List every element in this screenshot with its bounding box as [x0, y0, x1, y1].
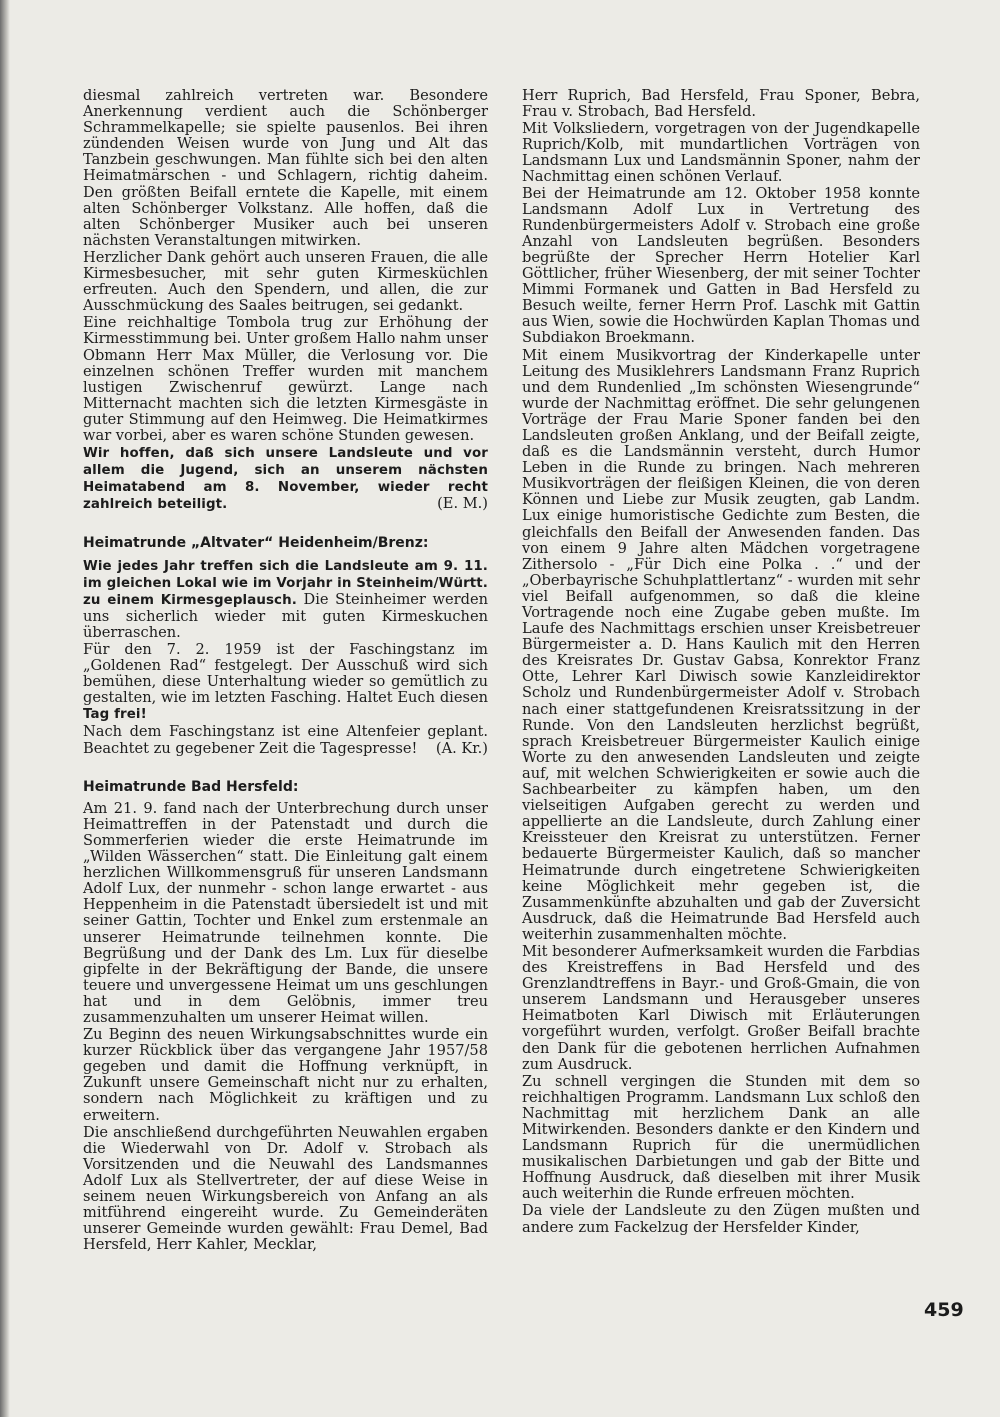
paragraph: Am 21. 9. fand nach der Unterbrechung durch unser Heimattreffen in der Patenstadt und durch die Sommerferien wieder die erste Heimatrunde im „Wilden Wässerchen“ statt. Die Einleitung galt einem herzlichen Willkommensgruß für unseren Landsmann Adolf Lux, der nunmehr - schon lange erwartet - aus Heppenheim in die Patenstadt übersiedelt ist und mit seiner Gattin, Tochter und Enkel zum erstenmale an unserer Heimatrunde teilnehmen konnte. Die Begrüßung und der Dank des Lm. Lux für dieselbe gipfelte in der Bekräftigung der Bande, die unsere teuere und unvergessene Heimat um uns geschlungen hat und in dem Gelöbnis, immer treu zusammenzuhalten um unserer Heimat willen. — [83, 799, 488, 1026]
section-heading-bad-hersfeld: Heimatrunde Bad Hersfeld: — [83, 778, 299, 795]
paragraph: Eine reichhaltige Tombola trug zur Erhöhung der Kirmesstimmung bei. Unter großem Hallo nahm unser Obmann Herr Max Müller, die Verlosung vor. Die einzelnen schönen Treffer wurden mit manchem lustigen Zwischenruf gewürzt. Lange nach Mitternacht machten sich die letzten Kirmesgäste in guter Stimmung auf den Heimweg. Die Heimatkirmes war vorbei, aber es waren schöne Stunden gewesen. — [83, 314, 488, 444]
right-column — [522, 88, 920, 1236]
paragraph: Bei der Heimatrunde am 12. Oktober 1958 konnte Landsmann Adolf Lux in Vertretung des Rundenbürgermeisters Adolf v. Strobach eine große Anzahl von Landsleuten begrüßen. Besonders begrüßte der Sprecher Herrn Hotelier Karl Göttlicher, früher Wiesenberg, der mit seiner Tochter Mimmi Formanek und Gatten in Bad Hersfeld zu Besuch weilte, ferner Herrn Prof. Laschk mit Gattin aus Wien, sowie die Hochwürden Kaplan Thomas und Subdiakon Broekmann. — [522, 184, 920, 347]
paragraph-text: Die Steinheimer werden uns sicherlich wieder mit guten Kirmeskuchen überraschen. — [83, 590, 489, 641]
announcement-bold-text: Wie jedes Jahr treffen sich die Landsleute am 9. 11. im gleichen Lokal wie im Vorjahr in Steinheim/Württ. zu einem Kirmesgeplausch. — [83, 558, 488, 608]
author-signature: (A. Kr.) — [435, 739, 488, 757]
announcement-bold-text: Wir hoffen, daß sich unsere Landsleute und vor allem die Jugend, sich an unserem nächsten Heimatabend am 8. November, wieder recht zahlreich beteiligt. — [83, 446, 488, 513]
paragraph: Zu Beginn des neuen Wirkungsabschnittes wurde ein kurzer Rückblick über das vergangene Jahr 1957/58 gegeben und damit die Hoffnung verknüpft, in Zukunft unsere Gemeinschaft nicht nur zu erhalten, sondern nach Möglichkeit zu kräftigen und zu erweitern. — [83, 1026, 488, 1124]
emphasis-text: Tag frei! — [83, 707, 147, 723]
paragraph: Mit besonderer Aufmerksamkeit wurden die Farbdias des Kreistreffens in Bad Hersfeld und des Grenzlandtreffens in Bayr.- und Groß-Gmain, die von unserem Landsmann und Herausgeber unseres Heimatboten Karl Diwisch mit Erläuterungen vorgeführt wurden, verfolgt. Großer Beifall brachte den Dank für die gebotenen herrlichen Aufnahmen zum Ausdruck. — [522, 942, 920, 1073]
paragraph: Die anschließend durchgeführten Neuwahlen ergaben die Wiederwahl von Dr. Adolf v. Strobach als Vorsitzenden und die Neuwahl des Landsmannes Adolf Lux als Stellvertreter, der auf diese Weise in seinem neuen Wirkungsbereich von Anfang an als mitführend eingereiht wurde. Zu Gemeinderäten unserer Gemeinde wurden gewählt: Frau Demel, Bad Hersfeld, Herr Kahler, Mecklar, — [83, 1123, 488, 1254]
page-binding-edge — [0, 0, 10, 1417]
page-number: 459 — [924, 1299, 964, 1321]
paragraph-text: Nach dem Faschingstanz ist eine Altenfeier geplant. Beachtet zu gegebener Zeit die Tagespresse! — [83, 723, 488, 757]
paragraph — [83, 724, 488, 756]
paragraph: Da viele der Landsleute zu den Zügen mußten und andere zum Fackelzug der Hersfelder Kinder, — [522, 1202, 920, 1236]
paragraph: Herzlicher Dank gehört auch unseren Frauen, die alle Kirmesbesucher, mit sehr guten Kirmesküchlen erfreuten. Auch den Spendern, und allen, die zur Ausschmückung des Saales beitrugen, sei gedankt. — [83, 248, 488, 315]
left-column — [83, 88, 488, 1253]
paragraph: Mit einem Musikvortrag der Kinderkapelle unter Leitung des Musiklehrers Landsmann Franz Ruprich und dem Rundenlied „Im schönsten Wiesengrunde“ wurde der Nachmittag eröffnet. Die sehr gelungenen Vorträge der Frau Marie Sponer fanden bei den Landsleuten großen Anklang, und der Beifall zeigte, daß es die Landsmännin versteht, durch Humor Leben in die Runde zu bringen. Nach mehreren Musikvorträgen der fleißigen Kleinen, die von deren Können und Liebe zur Musik zeugten, gab Landm. Lux einige humoristische Gedichte zum Besten, die gleichfalls den Beifall der Anwesenden fanden. Das von einem 9 Jahre alten Mädchen vorgetragene Zithersolo - „Für Dich eine Polka . .“ und der „Oberbayrische Schuhplattlertanz“ - wurden mit sehr viel Beifall aufgenommen, so daß die kleine Vortragende noch eine Zugabe geben mußte. Im Laufe des Nachmittags erschien unser Kreisbetreuer Bürgermeister a. D. Hans Kaulich mit den Herren des Kreisrates Dr. Gustav Gabsa, Konrektor Franz Otte, Lehrer Karl Diwisch sowie Kanzleidirektor Scholz und Rundenbürgermeister Adolf v. Strobach nach einer stattgefundenen Kreisratssitzung in der Runde. Von den Landsleuten herzlichst begrüßt, sprach Kreisbetreuer Bürgermeister Kaulich einige Worte zu den anwesenden Landsleuten und zeigte auf, mit welchen Schwierigkeiten er sowie auch die Sachbearbeiter zu kämpfen haben, um den vielseitigen Aufgaben gerecht zu werden und appellierte an die Landsleute, durch Zahlung einer Kreissteuer den Kreisrat zu unterstützen. Ferner bedauerte Bürgermeister Kaulich, daß so mancher Heimatrunde durch eingetretene Schwierigkeiten keine Möglichkeit mehr gegeben ist, die Zusammenkünfte abzuhalten und gab der Zuversicht Ausdruck, daß die Heimatrunde Bad Hersfeld auch weiterhin zusammenhalten möchte. — [522, 346, 920, 943]
paragraph: Zu schnell vergingen die Stunden mit dem so reichhaltigen Programm. Landsmann Lux schloß den Nachmittag mit herzlichem Dank an alle Mitwirkenden. Besonders dankte er den Kindern und Landsmann Ruprich für die unermüdlichen musikalischen Darbietungen und gab der Bitte und Hoffnung Ausdruck, daß dieselben mit ihrer Musik auch weiterhin die Runde erfreuen möchten. — [522, 1072, 920, 1203]
paragraph: diesmal zahlreich vertreten war. Besondere Anerkennung verdient auch die Schönberger Schrammelkapelle; sie spielte pausenlos. Bei ihren zündenden Weisen wurde von Jung und Alt das Tanzbein geschwungen. Man fühlte sich bei den alten Heimatmärschen - und Schlagern, richtig daheim. Den größten Beifall erntete die Kapelle, mit einem alten Schönberger Volkstanz. Alle hoffen, daß die alten Schönberger Musiker auch bei unseren nächsten Veranstaltungen mitwirken. — [83, 87, 488, 249]
announcement-paragraph — [83, 445, 488, 513]
paragraph — [83, 558, 488, 641]
paragraph-text: Für den 7. 2. 1959 ist der Faschingstanz im „Goldenen Rad“ festgelegt. Der Ausschuß wird sich bemühen, diese Unterhaltung wieder so gemütlich zu gestalten, wie im letzten Fasching. Haltet Euch diesen — [83, 641, 488, 707]
section-heading-heidenheim: Heimatrunde „Altvater“ Heidenheim/Brenz: — [83, 535, 429, 552]
paragraph — [83, 642, 488, 723]
paragraph: Mit Volksliedern, vorgetragen von der Jugendkapelle Ruprich/Kolb, mit mundartlichen Vorträgen von Landsmann Lux und Landsmännin Sponer, nahm der Nachmittag einen schönen Verlauf. — [522, 120, 920, 186]
author-signature: (E. M.) — [437, 495, 488, 513]
paragraph: Herr Ruprich, Bad Hersfeld, Frau Sponer, Bebra, Frau v. Strobach, Bad Hersfeld. — [522, 87, 920, 121]
